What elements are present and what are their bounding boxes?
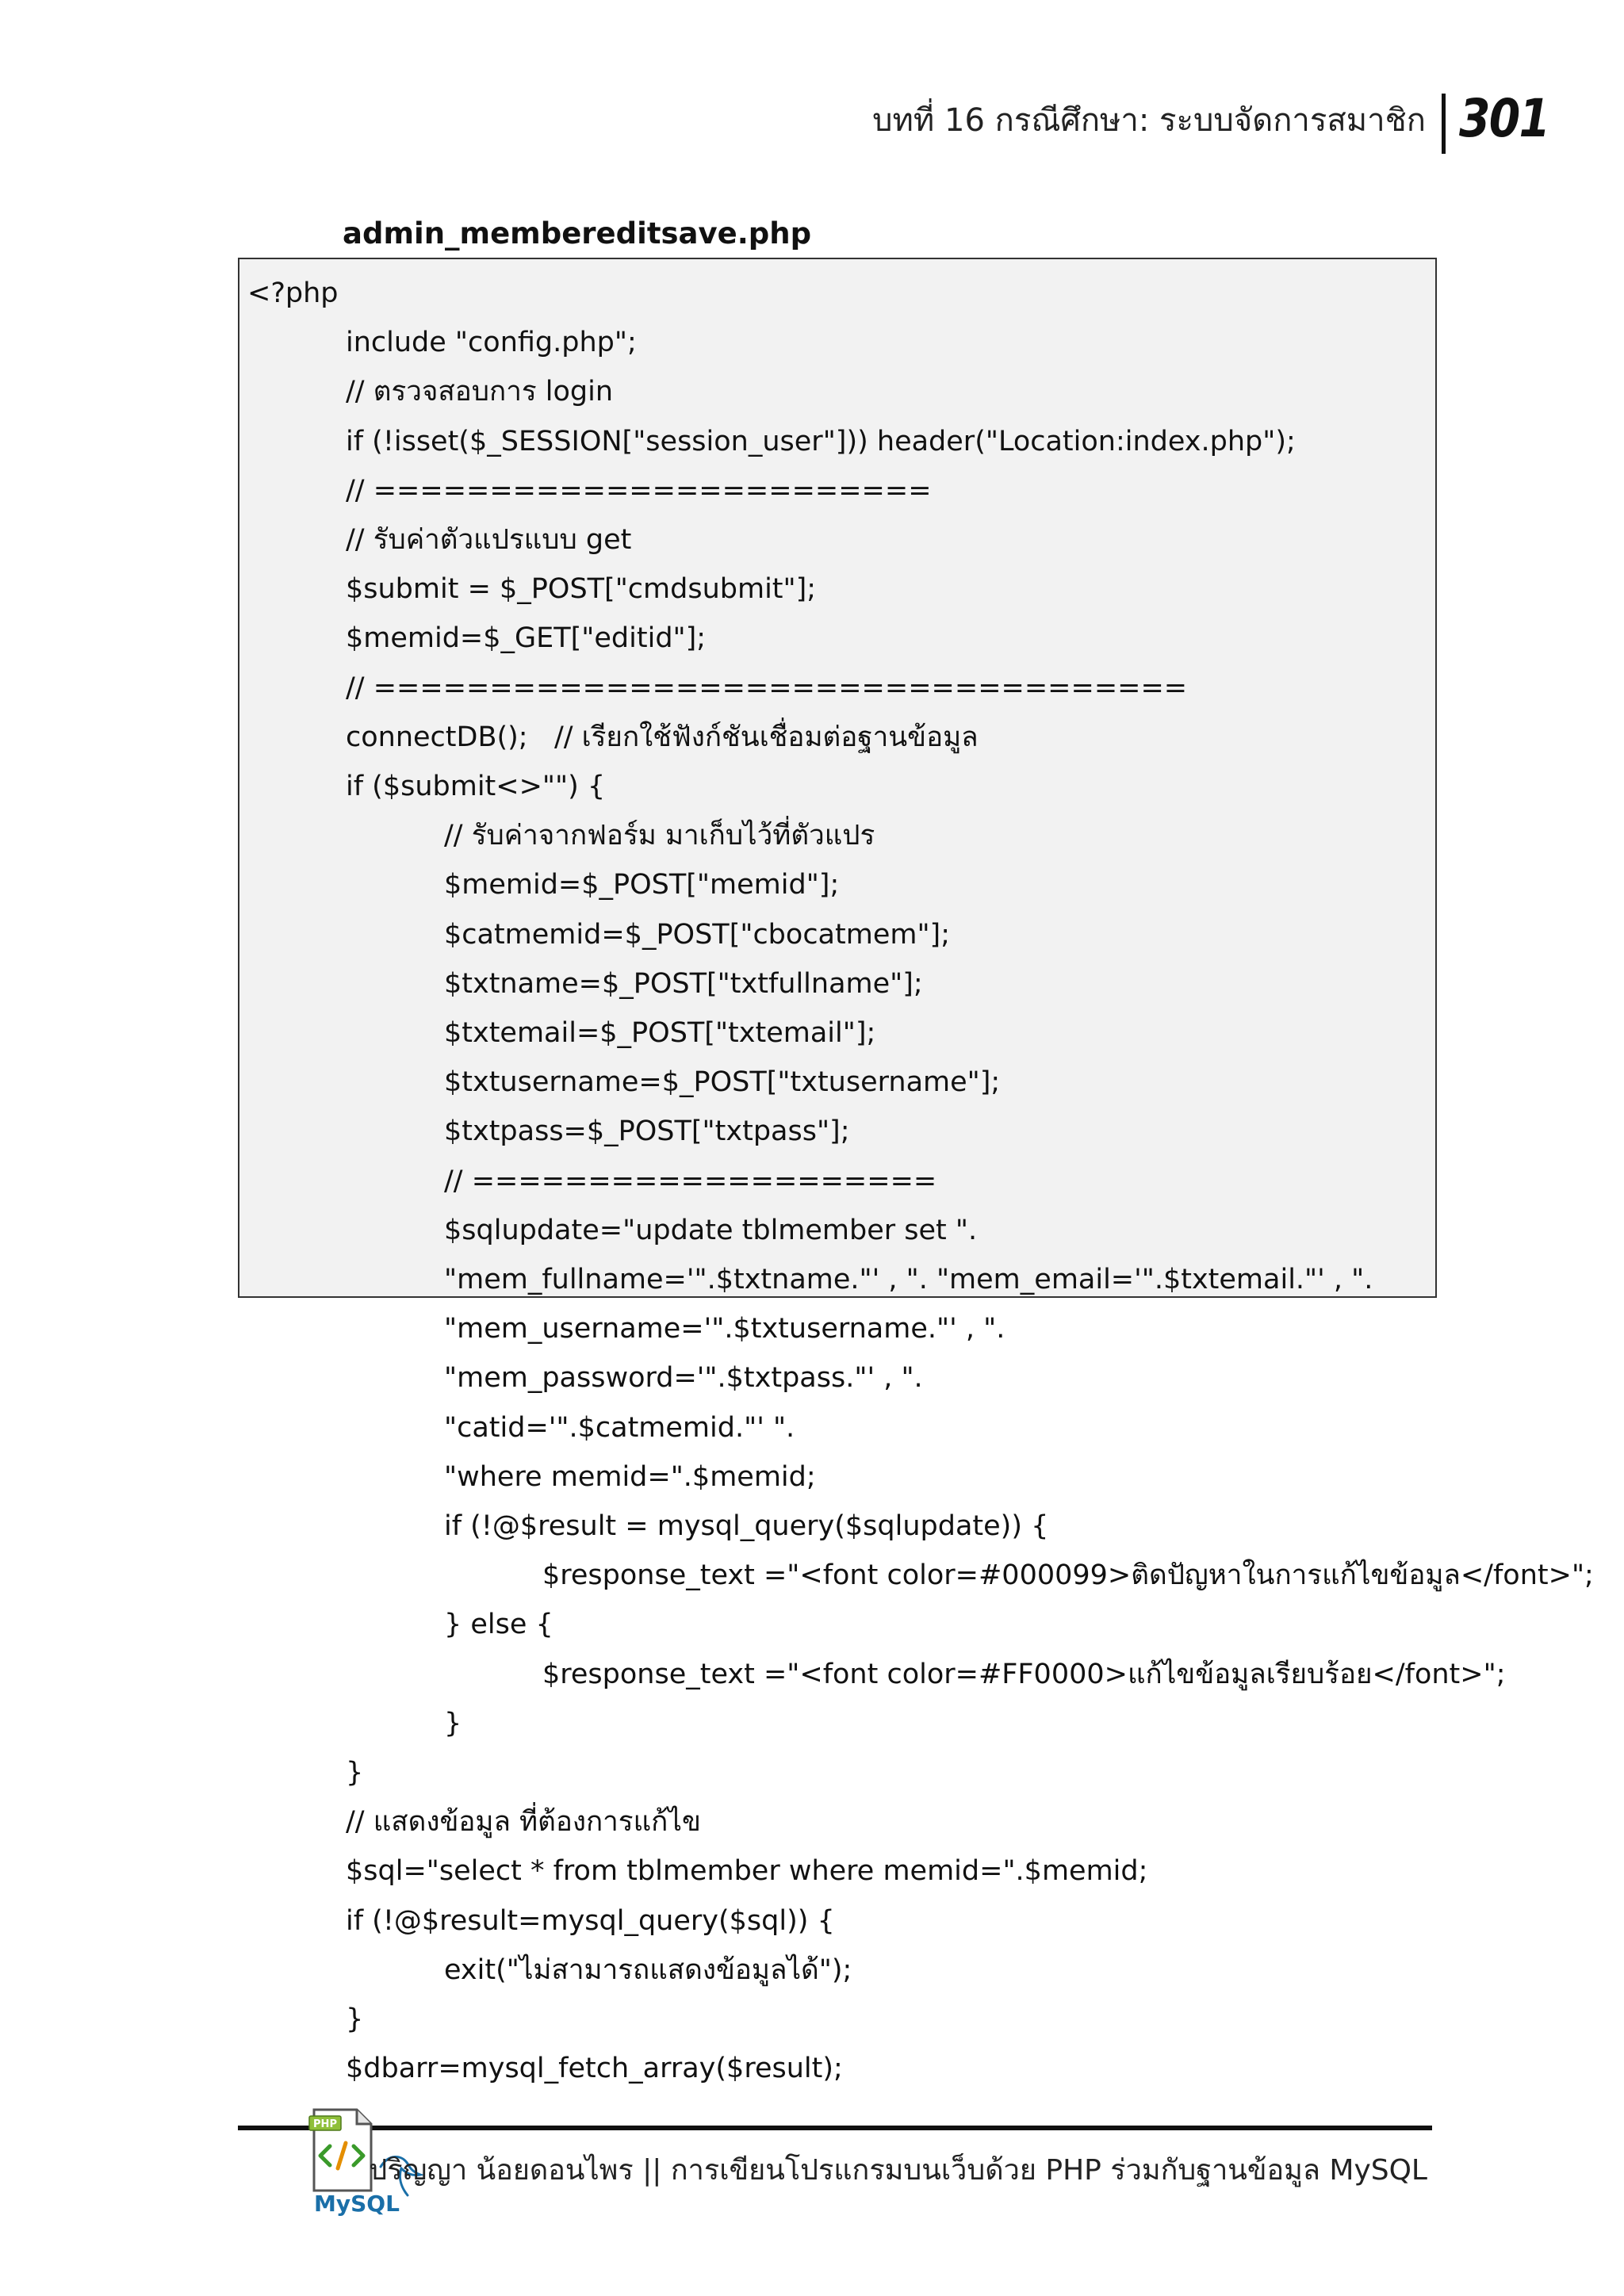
code-line: $submit = $_POST["cmdsubmit"]; [346,573,817,606]
code-line: // ตรวจสอบการ login [346,376,614,408]
code-line: $txtname=$_POST["txtfullname"]; [444,967,923,1000]
code-line: // รับค่าจากฟอร์ม มาเก็บไว้ที่ตัวแปร [444,820,875,852]
code-line: $memid=$_POST["memid"]; [444,869,840,901]
logo-php-text: PHP [313,2118,337,2130]
footer-credit: ปริญญา น้อยดอนไพร || การเขียนโปรแกรมบนเว็บด้วย PHP ร่วมกับฐานข้อมูล MySQL [369,2154,1427,2187]
code-line: $memid=$_GET["editid"]; [346,622,707,655]
code-line: "where memid=".$memid; [444,1460,816,1493]
code-line: // ==================== [444,1165,937,1197]
code-line: include "config.php"; [346,327,637,359]
code-line: $response_text ="<font color=#000099>ติดปัญหาในการแก้ไขข้อมูล</font>"; [542,1559,1594,1592]
code-line: } else { [444,1609,553,1641]
code-line: $txtusername=$_POST["txtusername"]; [444,1066,1001,1099]
code-line: exit("ไม่สามารถแสดงข้อมูลได้"); [444,1954,852,1986]
code-line: // ======================== [346,474,932,507]
code-line: $response_text ="<font color=#FF0000>แก้ไขข้อมูลเรียบร้อย</font>"; [542,1658,1506,1690]
code-line: // รับค่าตัวแปรแบบ get [346,524,632,556]
code-line: <?php [247,277,339,309]
code-line: } [346,1757,364,1789]
page-number: 301 [1459,88,1549,149]
code-line: // แสดงข้อมูล ที่ต้องการแก้ไข [346,1806,701,1839]
code-line: } [444,1707,462,1739]
code-line: if (!@$result = mysql_query($sqlupdate)) { [444,1510,1049,1542]
code-line: } [346,2003,364,2035]
header-divider [1442,94,1446,154]
code-line: if (!isset($_SESSION["session_user"])) header("Location:index.php"); [346,425,1296,457]
code-listing [238,258,1594,2085]
logo-mysql-text: MySQL [314,2191,400,2217]
code-line: $txtemail=$_POST["txtemail"]; [444,1017,876,1049]
code-line: if ($submit<>"") { [346,771,606,802]
code-line: "catid='".$catmemid."' ". [444,1411,795,1444]
code-file-name: admin_membereditsave.php [343,216,812,251]
code-line: if (!@$result=mysql_query($sql)) { [346,1904,835,1937]
code-line: $sql="select * from tblmember where memid=".$memid; [346,1855,1148,1888]
code-line: "mem_fullname='".$txtname."' , ". "mem_email='".$txtemail."' , ". [444,1264,1373,1295]
code-line: "mem_password='".$txtpass."' , ". [444,1362,923,1395]
code-line: $txtpass=$_POST["txtpass"]; [444,1115,850,1148]
code-line: connectDB(); // เรียกใช้ฟังก์ชันเชื่อมต่อฐานข้อมูล [346,721,979,753]
code-line: "mem_username='".$txtusername."' , ". [444,1313,1005,1345]
chapter-title: บทที่ 16 กรณีศึกษา: ระบบจัดการสมาชิก [872,102,1426,139]
code-line: $sqlupdate="update tblmember set ". [444,1214,978,1246]
code-line: $catmemid=$_POST["cbocatmem"]; [444,918,950,951]
code-line: // =================================== [346,672,1188,704]
code-line: $dbarr=mysql_fetch_array($result); [346,2053,843,2085]
